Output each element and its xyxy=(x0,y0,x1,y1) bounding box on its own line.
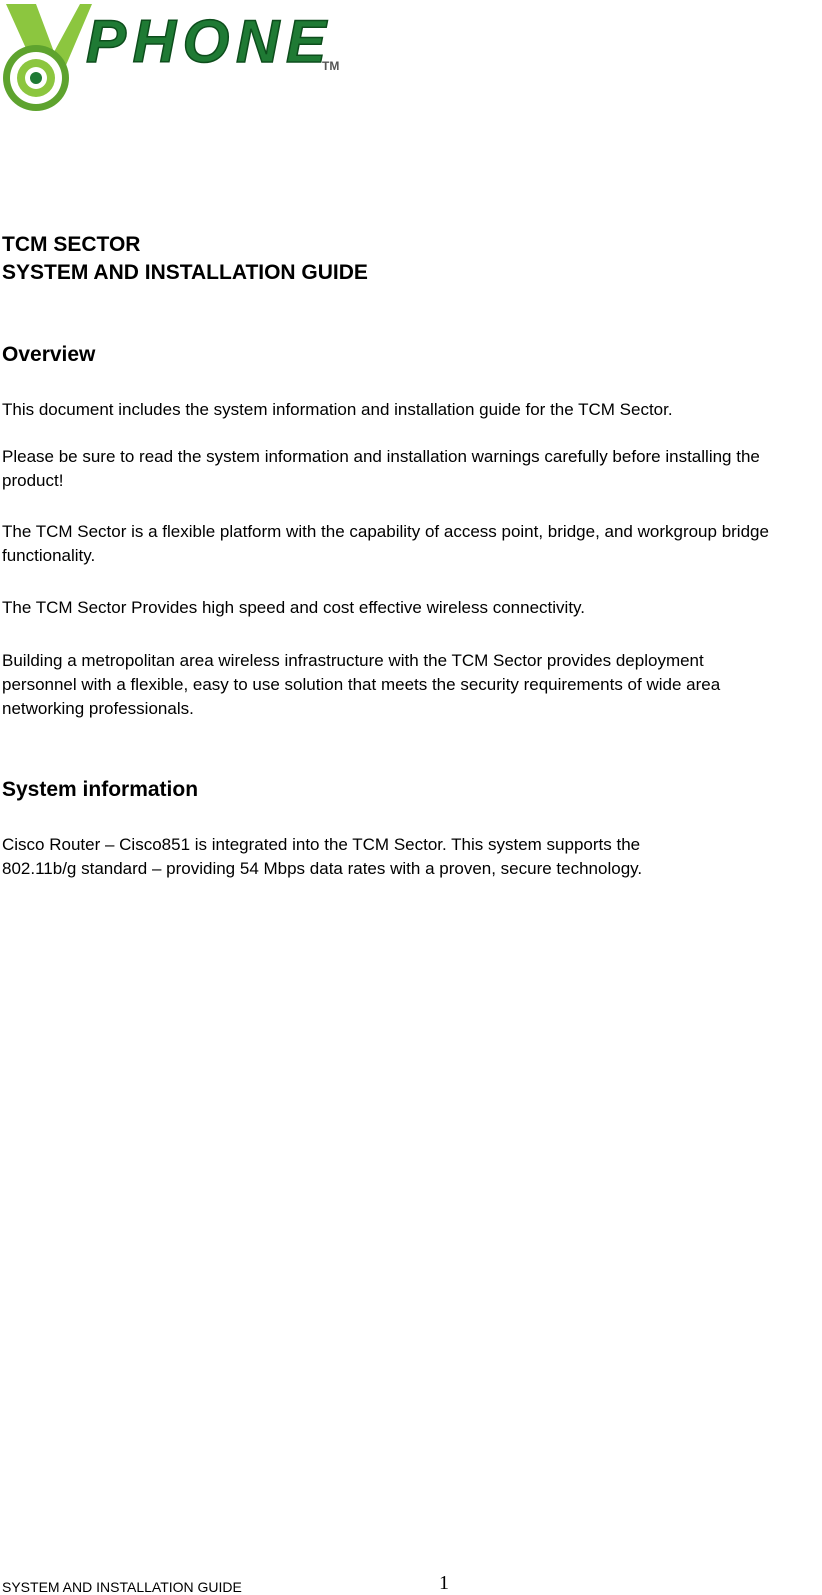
logo-trademark: TM xyxy=(322,59,340,73)
vphone-logo xyxy=(0,0,360,118)
overview-paragraph-5: Building a metropolitan area wireless infrastructure with the TCM Sector provides deployment personnel with a flexible, easy to use solution that meets the security requirements of wide area networking professionals. xyxy=(2,651,721,718)
system-information-paragraph xyxy=(2,833,817,881)
page-number: 1 xyxy=(439,1572,449,1594)
overview-paragraph-3: The TCM Sector is a flexible platform with the capability of access point, bridge, and workgroup bridge functionality. xyxy=(2,522,769,565)
footer-label: SYSTEM AND INSTALLATION GUIDE xyxy=(2,1579,242,1595)
title-line-1: TCM SECTOR xyxy=(2,233,141,256)
title-line-2: SYSTEM AND INSTALLATION GUIDE xyxy=(2,261,368,284)
overview-paragraph-1: This document includes the system information and installation guide for the TCM Sector. xyxy=(2,400,673,419)
overview-paragraph-2: Please be sure to read the system information and installation warnings carefully before installing the product! xyxy=(2,447,760,490)
vphone-logo-graphic xyxy=(0,0,360,118)
overview-heading: Overview xyxy=(2,343,96,366)
system-information-line-2: 802.11b/g standard – providing 54 Mbps data rates with a proven, secure technology. xyxy=(2,859,643,878)
overview-paragraph-4: The TCM Sector Provides high speed and cost effective wireless connectivity. xyxy=(2,598,585,617)
system-information-heading: System information xyxy=(2,778,199,801)
logo-wordmark: PHONE xyxy=(86,8,326,75)
system-information-line-1: Cisco Router – Cisco851 is integrated into the TCM Sector. This system supports the xyxy=(2,835,641,854)
document-title xyxy=(2,231,368,287)
